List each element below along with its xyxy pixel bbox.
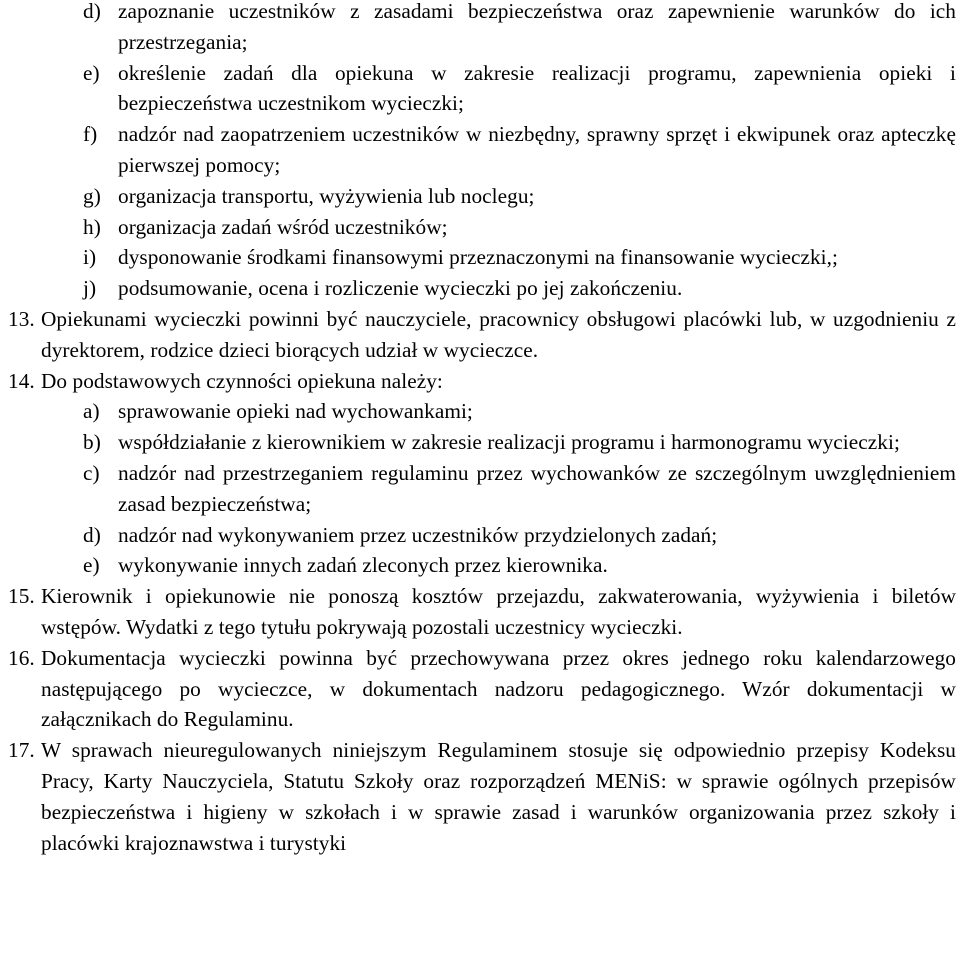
list-item xyxy=(83,427,956,458)
numbered-item-14 xyxy=(8,366,956,397)
list-item-text: sprawowanie opieki nad wychowankami; xyxy=(118,399,473,424)
sub-list-a xyxy=(8,0,956,304)
list-item-label: c) xyxy=(83,460,100,485)
list-item-text: określenie zadań dla opiekuna w zakresie realizacji programu, zapewnienia opieki i bezpieczeństwa uczestnikom wycieczki; xyxy=(118,60,956,116)
list-item-label: d) xyxy=(83,522,101,547)
list-item-text: współdziałanie z kierownikiem w zakresie realizacji programu i harmonogramu wycieczki; xyxy=(118,430,900,455)
list-item-text: zapoznanie uczestników z zasadami bezpieczeństwa oraz zapewnienie warunków do ich przestrzegania; xyxy=(118,0,956,54)
list-item-label: b) xyxy=(83,430,101,455)
list-item xyxy=(83,58,956,120)
list-item-text: podsumowanie, ocena i rozliczenie wycieczki po jej zakończeniu. xyxy=(118,276,683,301)
list-item-label: e) xyxy=(83,60,100,85)
list-item-text: dysponowanie środkami finansowymi przeznaczonymi na finansowanie wycieczki,; xyxy=(118,245,838,270)
list-item xyxy=(83,212,956,243)
list-item-text: organizacja transportu, wyżywienia lub noclegu; xyxy=(118,183,535,208)
list-item-label: j) xyxy=(83,276,97,301)
list-item-text: nadzór nad zaopatrzeniem uczestników w niezbędny, sprawny sprzęt i ekwipunek oraz apteczkę pierwszej pomocy; xyxy=(118,122,956,177)
numbered-item-17 xyxy=(8,735,956,858)
list-item-text: nadzór nad przestrzeganiem regulaminu przez wychowanków ze szczególnym uwzględnieniem zasad bezpieczeństwa; xyxy=(118,460,956,516)
list-item xyxy=(83,0,956,58)
list-item xyxy=(83,458,956,520)
list-item xyxy=(83,273,956,304)
document-page xyxy=(8,0,956,858)
list-item-text: nadzór nad wykonywaniem przez uczestników przydzielonych zadań; xyxy=(118,522,718,547)
item-text: Do podstawowych czynności opiekuna należy: xyxy=(41,368,443,393)
item-text: Opiekunami wycieczki powinni być nauczyciele, pracownicy obsługowi placówki lub, w uzgodnieniu z dyrektorem, rodzice dzieci biorących udział w wycieczce. xyxy=(41,306,956,362)
list-item-label: g) xyxy=(83,183,101,208)
item-number: 14. xyxy=(8,368,35,393)
list-item xyxy=(83,242,956,273)
list-item-label: e) xyxy=(83,553,100,578)
numbered-item-15 xyxy=(8,581,956,643)
item-number: 13. xyxy=(8,306,35,331)
list-item-label: i) xyxy=(83,245,97,270)
list-item xyxy=(83,181,956,212)
item-text: W sprawach nieuregulowanych niniejszym Regulaminem stosuje się odpowiednio przepisy Kodeksu Pracy, Karty Nauczyciela, Statutu Szkoły oraz rozporządzeń MENiS: w sprawie ogólnych przepisów bezpieczeństwa i higieny w szkołach i w sprawie zasad i warunków organizowania przez szkoły i placówki krajoznawstwa i turystyki xyxy=(41,738,956,855)
list-item xyxy=(83,119,956,181)
list-item xyxy=(83,520,956,551)
item-number: 15. xyxy=(8,584,35,609)
list-item-label: d) xyxy=(83,0,101,23)
item-text: Kierownik i opiekunowie nie ponoszą kosztów przejazdu, zakwaterowania, wyżywienia i biletów wstępów. Wydatki z tego tytułu pokrywają pozostali uczestnicy wycieczki. xyxy=(41,584,956,639)
list-item-label: a) xyxy=(83,399,100,424)
numbered-item-13 xyxy=(8,304,956,366)
list-item-text: wykonywanie innych zadań zleconych przez kierownika. xyxy=(118,553,608,578)
item-number: 17. xyxy=(8,738,35,763)
list-item xyxy=(83,550,956,581)
item-text: Dokumentacja wycieczki powinna być przechowywana przez okres jednego roku kalendarzowego następującego po wycieczce, w dokumentach nadzoru pedagogicznego. Wzór dokumentacji w załącznikach do Regulaminu. xyxy=(41,645,956,732)
list-item-label: f) xyxy=(83,122,98,147)
numbered-item-16 xyxy=(8,643,956,735)
sub-list-b xyxy=(8,396,956,581)
list-item-label: h) xyxy=(83,214,101,239)
item-number: 16. xyxy=(8,645,35,670)
list-item xyxy=(83,396,956,427)
list-item-text: organizacja zadań wśród uczestników; xyxy=(118,214,448,239)
